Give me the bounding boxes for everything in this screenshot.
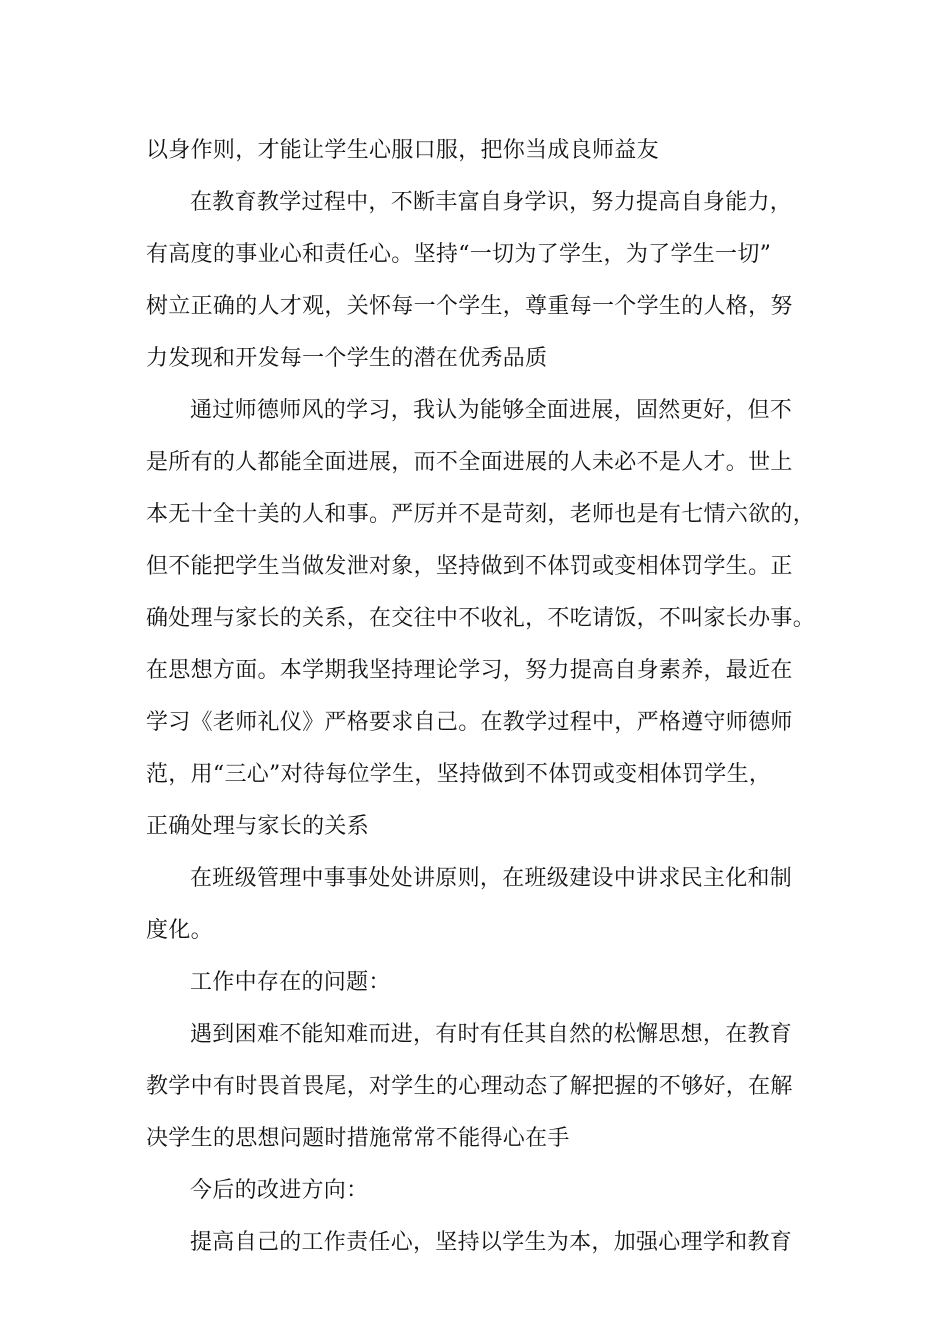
paragraph-start-line: 遇到困难不能知难而进，有时有任其自然的松懈思想，在教育 — [190, 1022, 793, 1047]
text-line: 教学中有时畏首畏尾，对学生的心理动态了解把握的不够好，在解 — [146, 1074, 793, 1099]
text-line: 以身作则，才能让学生心服口服，把你当成良师益友 — [146, 138, 659, 163]
text-line: 学习《老师礼仪》严格要求自己。在教学过程中，严格遵守师德师 — [146, 710, 793, 735]
text-line: 决学生的思想问题时措施常常不能得心在手 — [146, 1126, 570, 1151]
paragraph-start-line: 在教育教学过程中，不断丰富自身学识，努力提高自身能力， — [190, 190, 793, 215]
text-line: 本无十全十美的人和事。严厉并不是苛刻，老师也是有七情六欲的， — [146, 502, 816, 527]
paragraph-start-line: 通过师德师风的学习，我认为能够全面进展，固然更好，但不 — [190, 398, 793, 423]
paragraph-start-line: 在班级管理中事事处处讲原则，在班级建设中讲求民主化和制 — [190, 866, 793, 891]
text-line: 力发现和开发每一个学生的潜在优秀品质 — [146, 346, 548, 371]
text-line: 在思想方面。本学期我坚持理论学习，努力提高自身素养，最近在 — [146, 658, 793, 683]
text-line: 有高度的事业心和责任心。坚持“一切为了学生，为了学生一切” — [146, 242, 772, 267]
text-line: 范，用“三心”对待每位学生，坚持做到不体罚或变相体罚学生， — [146, 762, 772, 787]
text-line: 度化。 — [146, 918, 213, 943]
text-line: 树立正确的人才观，关怀每一个学生，尊重每一个学生的人格，努 — [146, 294, 793, 319]
text-line: 确处理与家长的关系，在交往中不收礼，不吃请饭，不叫家长办事。 — [146, 606, 816, 631]
section-heading-improvements: 今后的改进方向： — [190, 1178, 369, 1203]
paragraph-start-line: 提高自己的工作责任心，坚持以学生为本，加强心理学和教育 — [190, 1230, 793, 1255]
text-line: 但不能把学生当做发泄对象，坚持做到不体罚或变相体罚学生。正 — [146, 554, 793, 579]
text-line: 是所有的人都能全面进展，而不全面进展的人未必不是人才。世上 — [146, 450, 793, 475]
text-line: 正确处理与家长的关系 — [146, 814, 370, 839]
section-heading-issues: 工作中存在的问题： — [190, 970, 391, 995]
